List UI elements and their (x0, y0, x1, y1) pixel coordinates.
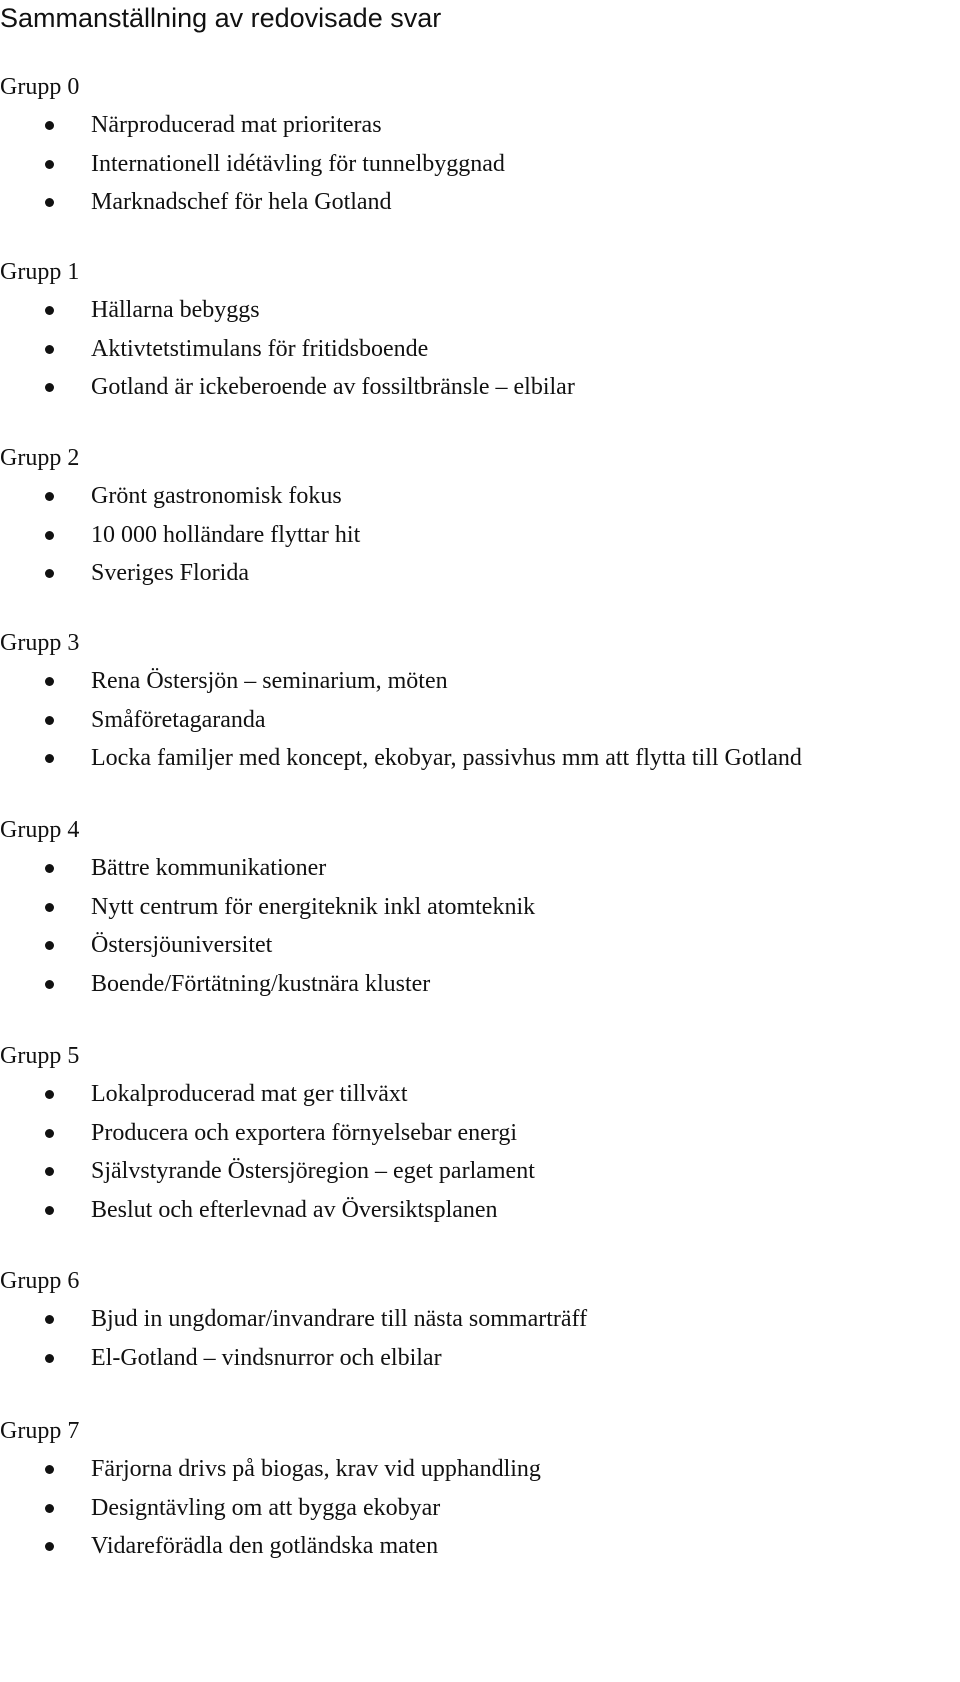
bullet-icon (45, 306, 54, 315)
bullet-icon (45, 345, 54, 354)
list-item-text: Designtävling om att bygga ekobyar (91, 1494, 441, 1521)
bullet-icon (45, 677, 54, 686)
bullet-icon (45, 121, 54, 130)
list-item-text: Vidareförädla den gotländska maten (91, 1533, 439, 1560)
list-item-text: Småföretagaranda (91, 706, 266, 733)
page-title: Sammanställning av redovisade svar (0, 3, 442, 33)
list-item-text: Färjorna drivs på biogas, krav vid upphandling (91, 1456, 541, 1482)
list-item (0, 969, 960, 999)
list-item (0, 1118, 960, 1148)
bullet-icon (45, 531, 54, 540)
bullet-icon (45, 1465, 54, 1474)
list-item-text: Beslut och efterlevnad av Översiktsplanen (91, 1197, 498, 1224)
list-item (0, 334, 960, 364)
list-item (0, 1304, 960, 1334)
list-item (0, 666, 960, 696)
list-item-text: Producera och exportera förnyelsebar energi (91, 1119, 518, 1146)
list-item-text: Nytt centrum för energiteknik inkl atomteknik (91, 893, 536, 920)
bullet-icon (45, 1206, 54, 1215)
list-item (0, 295, 960, 325)
list-item-text: Internationell idétävling för tunnelbyggnad (91, 150, 505, 177)
list-item-text: Boende/Förtätning/kustnära kluster (91, 971, 431, 998)
group-heading: Grupp 6 (0, 1268, 80, 1294)
list-item-text: Aktivtetstimulans för fritidsboende (91, 335, 429, 362)
list-item-text: Självstyrande Östersjöregion – eget parlament (91, 1158, 535, 1185)
bullet-icon (45, 1315, 54, 1324)
list-item-text: Närproducerad mat prioriteras (91, 112, 382, 138)
bullet-icon (45, 903, 54, 912)
list-item (0, 743, 960, 773)
list-item-text: Hällarna bebyggs (91, 297, 260, 323)
bullet-icon (45, 160, 54, 169)
group-heading: Grupp 2 (0, 445, 80, 471)
list-item (0, 110, 960, 140)
list-item (0, 853, 960, 883)
list-item-text: 10 000 holländare flyttar hit (91, 521, 361, 548)
list-item (0, 930, 960, 960)
list-item (0, 520, 960, 550)
list-item-text: Östersjöuniversitet (91, 932, 273, 959)
bullet-icon (45, 569, 54, 578)
list-item-text: Bjud in ungdomar/invandrare till nästa sommarträff (91, 1306, 588, 1332)
bullet-icon (45, 1167, 54, 1176)
group-heading: Grupp 5 (0, 1043, 80, 1069)
bullet-icon (45, 383, 54, 392)
list-item (0, 558, 960, 588)
list-item (0, 1531, 960, 1561)
list-item-text: Grönt gastronomisk fokus (91, 483, 342, 509)
bullet-icon (45, 492, 54, 501)
group-heading: Grupp 1 (0, 259, 80, 285)
bullet-icon (45, 1354, 54, 1363)
bullet-icon (45, 198, 54, 207)
bullet-icon (45, 1504, 54, 1513)
list-item-text: Marknadschef för hela Gotland (91, 189, 392, 216)
bullet-icon (45, 716, 54, 725)
list-item-text: Lokalproducerad mat ger tillväxt (91, 1081, 408, 1107)
bullet-icon (45, 1542, 54, 1551)
list-item (0, 1156, 960, 1186)
list-item-text: Rena Östersjön – seminarium, möten (91, 668, 448, 694)
bullet-icon (45, 1129, 54, 1138)
bullet-icon (45, 754, 54, 763)
list-item (0, 705, 960, 735)
group-heading: Grupp 3 (0, 630, 80, 656)
list-item (0, 149, 960, 179)
bullet-icon (45, 864, 54, 873)
list-item-text: Locka familjer med koncept, ekobyar, passivhus mm att flytta till Gotland (91, 745, 802, 772)
list-item-text: Bättre kommunikationer (91, 855, 327, 881)
list-item (0, 1454, 960, 1484)
list-item (0, 1493, 960, 1523)
list-item (0, 372, 960, 402)
list-item (0, 481, 960, 511)
bullet-icon (45, 980, 54, 989)
list-item-text: El-Gotland – vindsnurror och elbilar (91, 1344, 442, 1371)
bullet-icon (45, 941, 54, 950)
list-item-text: Gotland är ickeberoende av fossiltbränsle – elbilar (91, 374, 575, 401)
list-item (0, 1343, 960, 1373)
list-item (0, 1079, 960, 1109)
group-heading: Grupp 4 (0, 817, 80, 843)
group-heading: Grupp 7 (0, 1418, 80, 1444)
bullet-icon (45, 1090, 54, 1099)
list-item (0, 892, 960, 922)
list-item (0, 187, 960, 217)
list-item (0, 1195, 960, 1225)
list-item-text: Sveriges Florida (91, 560, 249, 587)
group-heading: Grupp 0 (0, 74, 80, 100)
